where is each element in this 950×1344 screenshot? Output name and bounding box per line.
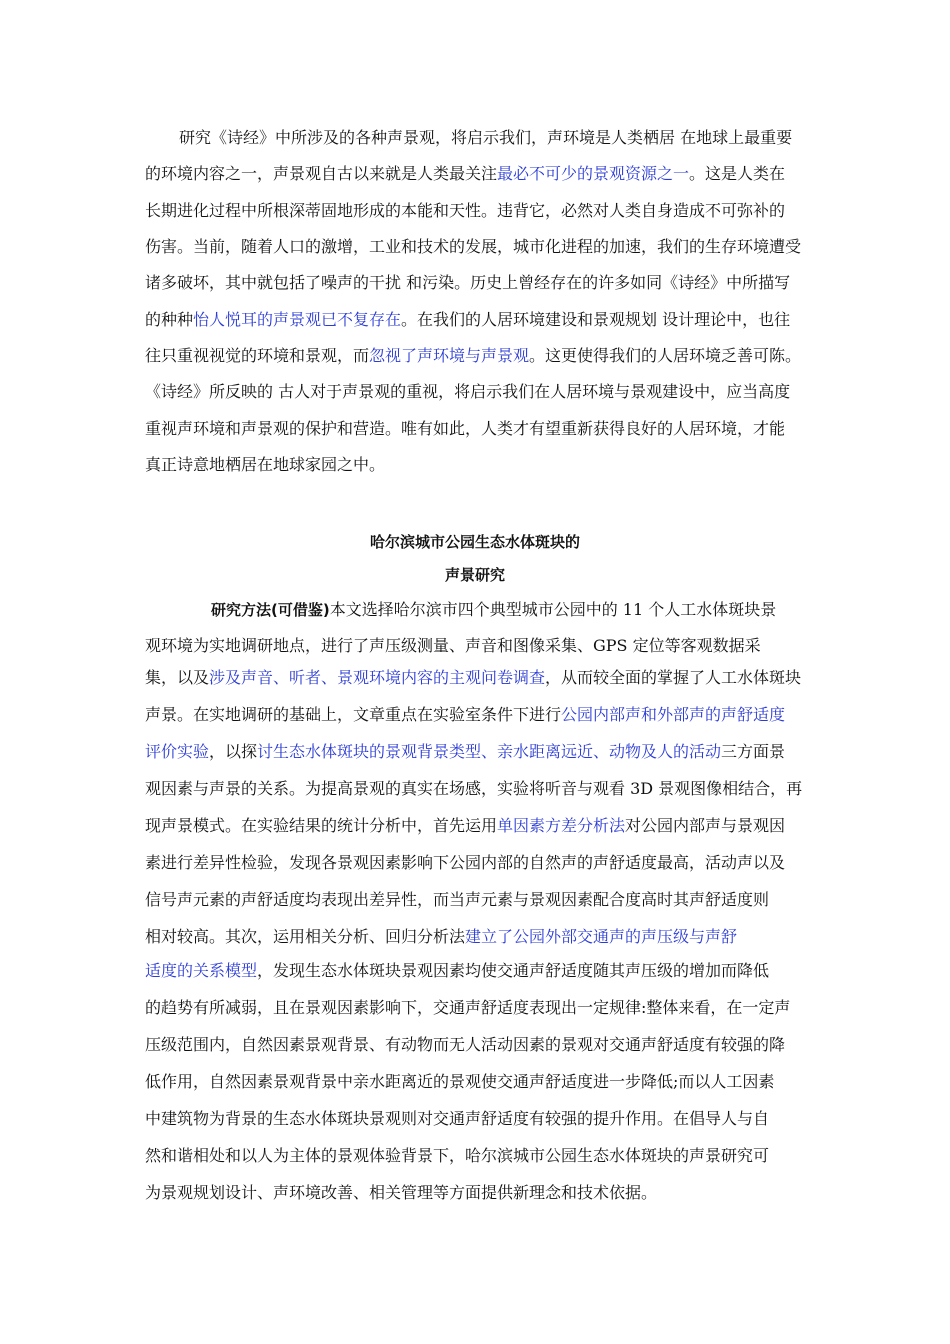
text-span: 现声景模式。在实验结果的统计分析中，首先运用 — [145, 816, 498, 835]
highlighted-phrase: 讨生态水体斑块的景观背景类型、亲水距离远近、动物及人的活动 — [257, 742, 722, 761]
text-line — [145, 853, 785, 873]
highlighted-phrase: 建立了公园外部交通声的声压级与声舒 — [465, 927, 738, 946]
text-line — [145, 1183, 657, 1203]
text-span: 三方面景 — [721, 742, 786, 761]
text-line — [145, 668, 801, 688]
text-line — [145, 455, 385, 475]
text-span: 诸多破坏，其中就包括了噪声的干扰 和污染。历史上曾经存在的许多如同《诗经》中所描写 — [145, 273, 791, 292]
text-line — [145, 961, 769, 981]
text-span: 往只重视视觉的环境和景观，而 — [145, 346, 370, 365]
text-span: 长期进化过程中所根深蒂固地形成的本能和天性。违背它，必然对人类自身造成不可弥补的 — [145, 201, 786, 220]
text-span: 为景观规划设计、声环境改善、相关管理等方面提供新理念和技术依据。 — [145, 1183, 658, 1202]
text-line — [145, 890, 769, 910]
highlighted-phrase: 最必不可少的景观资源之一 — [497, 164, 690, 183]
highlighted-phrase: 怡人悦耳的声景观已不复存在 — [193, 310, 402, 329]
text-line — [145, 1109, 769, 1129]
text-span: 相对较高。其次，运用相关分析、回归分析法 — [145, 927, 466, 946]
section-title-line1: 哈尔滨城市公园生态水体斑块的 — [369, 533, 580, 551]
text-line — [145, 636, 761, 656]
text-line — [145, 998, 790, 1018]
text-span: 对公园内部声与景观因 — [625, 816, 786, 835]
text-line — [145, 927, 737, 947]
highlighted-phrase: 单因素方差分析法 — [497, 816, 626, 835]
text-span: 观环境为实地调研地点，进行了声压级测量、声音和图像采集、GPS 定位等客观数据采 — [145, 636, 761, 655]
text-span: 。这是人类在 — [689, 164, 786, 183]
text-line — [145, 705, 785, 725]
text-line — [145, 1146, 769, 1166]
text-span: 的趋势有所减弱，且在景观因素影响下，交通声舒适度表现出一定规律:整体来看，在一定声 — [145, 998, 791, 1017]
text-line — [145, 742, 785, 762]
text-span: 研究《诗经》中所涉及的各种声景观，将启示我们，声环境是人类栖居 在地球上最重要 — [179, 128, 793, 147]
text-span: 重视声环境和声景观的保护和营造。唯有如此，人类才有望重新获得良好的人居环境，才能 — [145, 419, 786, 438]
text-span: 《诗经》所反映的 古人对于声景观的重视，将启示我们在人居环境与景观建设中，应当高度 — [145, 382, 791, 401]
text-line — [145, 816, 785, 836]
highlighted-phrase: 公园内部声和外部声的声舒适度 — [561, 705, 786, 724]
text-span: 的环境内容之一，声景观自古以来就是人类最关注 — [145, 164, 498, 183]
text-line — [145, 382, 790, 402]
text-span: 。这更使得我们的人居环境乏善可陈。 — [529, 346, 802, 365]
text-line — [211, 600, 776, 620]
text-line — [145, 273, 790, 293]
text-line — [145, 237, 801, 257]
text-line — [145, 1072, 774, 1092]
text-span: 。在我们的人居环境建设和景观规划 设计理论中，也往 — [401, 310, 791, 329]
text-line — [145, 779, 802, 799]
text-line — [145, 201, 785, 221]
text-span: ，发现生态水体斑块景观因素均使交通声舒适度随其声压级的增加而降低 — [257, 961, 770, 980]
text-line — [145, 419, 785, 439]
highlighted-phrase: 涉及声音、听者、景观环境内容的主观问卷调查 — [209, 668, 546, 687]
text-line — [145, 346, 801, 366]
text-span: ，以探 — [209, 742, 258, 761]
text-span: 观因素与声景的关系。为提高景观的真实在场感，实验将听音与观看 3D 景观图像相结合，再 — [145, 779, 803, 798]
highlighted-phrase: 适度的关系模型 — [145, 961, 258, 980]
text-line — [145, 310, 790, 330]
text-span: 素进行差异性检验，发现各景观因素影响下公园内部的自然声的声舒适度最高，活动声以及 — [145, 853, 786, 872]
text-span: 压级范围内，自然因素景观背景、有动物而无人活动因素的景观对交通声舒适度有较强的降 — [145, 1035, 786, 1054]
highlighted-phrase: 评价实验 — [145, 742, 210, 761]
text-span: 声景。在实地调研的基础上，文章重点在实验室条件下进行 — [145, 705, 562, 724]
text-span: 中建筑物为背景的生态水体斑块景观则对交通声舒适度有较强的提升作用。在倡导人与自 — [145, 1109, 770, 1128]
section-title-line2: 声景研究 — [444, 566, 505, 584]
text-span: 信号声元素的声舒适度均表现出差异性，而当声元素与景观因素配合度高时其声舒适度则 — [145, 890, 770, 909]
text-line — [145, 164, 785, 184]
text-span: 的种种 — [145, 310, 194, 329]
text-line — [179, 128, 792, 148]
text-span: 集，以及 — [145, 668, 210, 687]
text-span: 低作用，自然因素景观背景中亲水距离近的景观使交通声舒适度进一步降低;而以人工因素 — [145, 1072, 775, 1091]
text-span: 本文选择哈尔滨市四个典型城市公园中的 11 个人工水体斑块景 — [329, 600, 777, 619]
text-span: 然和谐相处和以人为主体的景观体验背景下，哈尔滨城市公园生态水体斑块的声景研究可 — [145, 1146, 770, 1165]
text-line — [145, 1035, 785, 1055]
highlighted-phrase: 忽视了声环境与声景观 — [369, 346, 530, 365]
text-span: 真正诗意地栖居在地球家园之中。 — [145, 455, 386, 474]
method-label: 研究方法(可借鉴) — [211, 601, 330, 619]
text-span: 伤害。当前，随着人口的激增，工业和技术的发展，城市化进程的加速，我们的生存环境遭受 — [145, 237, 802, 256]
text-span: ，从而较全面的掌握了人工水体斑块 — [545, 668, 802, 687]
